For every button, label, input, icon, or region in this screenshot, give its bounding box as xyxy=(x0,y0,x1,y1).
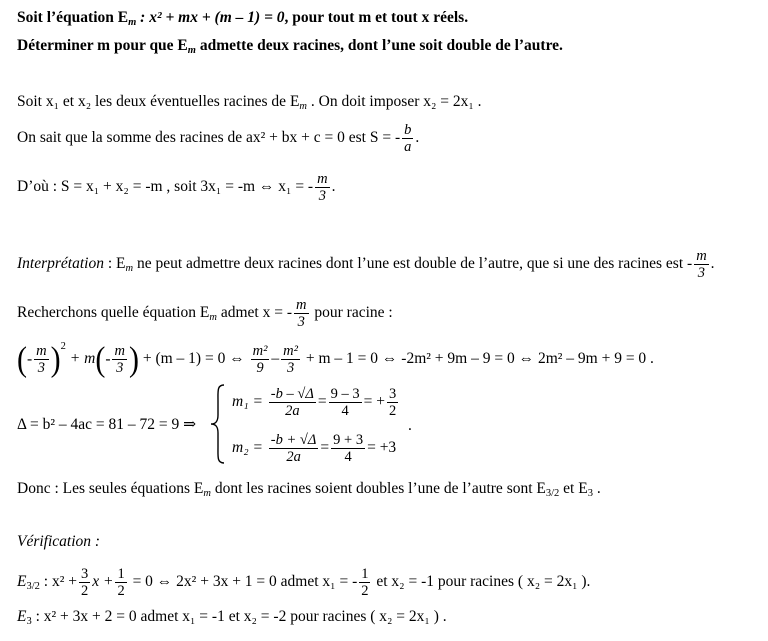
roots-definition: Soit x₁ et x₂ les deux éventuelles racines de $E_m$ . On doit imposer x₂ = 2x₁ . xyxy=(17,93,482,112)
fraction-m2-over-3: $\frac{\text{m²}}{3}$ xyxy=(283,343,298,376)
fraction-m-over-3: $\frac{m}{3}$ xyxy=(317,171,328,204)
root-m1: m₁ = $\frac{-b - √\Delta}{2a}$ = $\frac{9 - 3}{4}$ = + $\frac{3}{2}$ xyxy=(232,386,397,419)
exercise-statement-line-1: Soit l’équation $E_m$ : x² + mx + (m – 1) = 0, pour tout m et tout x réels. xyxy=(17,9,469,28)
fraction-b-over-a: $\frac{b}{a}$ xyxy=(404,122,412,155)
fraction-m-over-3: $\frac{m}{3}$ xyxy=(296,297,307,330)
interpretation: Interprétation : $E_m$ ne peut admettre deux racines dont l’une est double de l’autre, que si une des racines est - $\frac{m}{3}$ . xyxy=(17,248,715,281)
verification-e3: $E_3$ : x² + 3x + 2 = 0 admet x₁ = -1 et x₂ = -2 pour racines ( x₂ = 2x₁ ) . xyxy=(17,608,447,627)
verification-heading: Vérification : xyxy=(17,533,101,550)
fraction-m-over-3: $\frac{m}{3}$ xyxy=(696,248,707,281)
root-m2: m₂ = $\frac{-b + √\Delta}{2a}$ = $\frac{9 + 3}{4}$ = +3 xyxy=(232,432,397,465)
deduction-x1: D’où : S = x₁ + x₂ = -m , soit 3x₁ = -m ⇔ x₁ = - $\frac{m}{3}$ . xyxy=(17,171,336,204)
system-brace-icon xyxy=(208,383,228,465)
exercise-statement-line-2: Déterminer m pour que $E_m$ admette deux racines, dont l’une soit double de l’autre. xyxy=(17,37,563,56)
fraction-m-over-3: $\frac{m}{3}$ xyxy=(36,343,47,376)
substitution-equation: (- $\frac{m}{3}$ )$^2$ + m(- $\frac{m}{3}$ ) + (m – 1) = 0 ⇔ $\frac{\text{m²}}{9}$ – $\frac{\text{m²}}{3}$ + m – 1 = 0 ⇔ -2m² + 9m – 9 = 0 ⇔ 2m² – 9m + 9 = 0 . xyxy=(17,339,654,378)
verification-e32: $E_{3/2}$ : x² + $\frac{3}{2}$ x + $\frac{1}{2}$ = 0 ⇔ 2x² + 3x + 1 = 0 admet x₁ = - $\frac{1}{2}$ et x₂ = -1 pour racines ( x₂ = 2x₁ ). xyxy=(17,566,591,599)
search-equation: Recherchons quelle équation $E_m$ admet x = - $\frac{m}{3}$ pour racine : xyxy=(17,297,393,330)
fraction-m2-over-9: $\frac{\text{m²}}{9}$ xyxy=(252,343,268,376)
discriminant: Δ = b² – 4ac = 81 – 72 = 9 ⇒ xyxy=(17,416,197,433)
system-period: . xyxy=(408,417,412,434)
sum-of-roots-formula: On sait que la somme des racines de ax² + bx + c = 0 est S = - $\frac{b}{a}$ . xyxy=(17,122,420,155)
fraction-m-over-3: $\frac{m}{3}$ xyxy=(114,343,125,376)
conclusion: Donc : Les seules équations $E_m$ dont les racines soient doubles l’une de l’autre sont $E_{3/2}$ et $E_3$ . xyxy=(17,480,601,499)
